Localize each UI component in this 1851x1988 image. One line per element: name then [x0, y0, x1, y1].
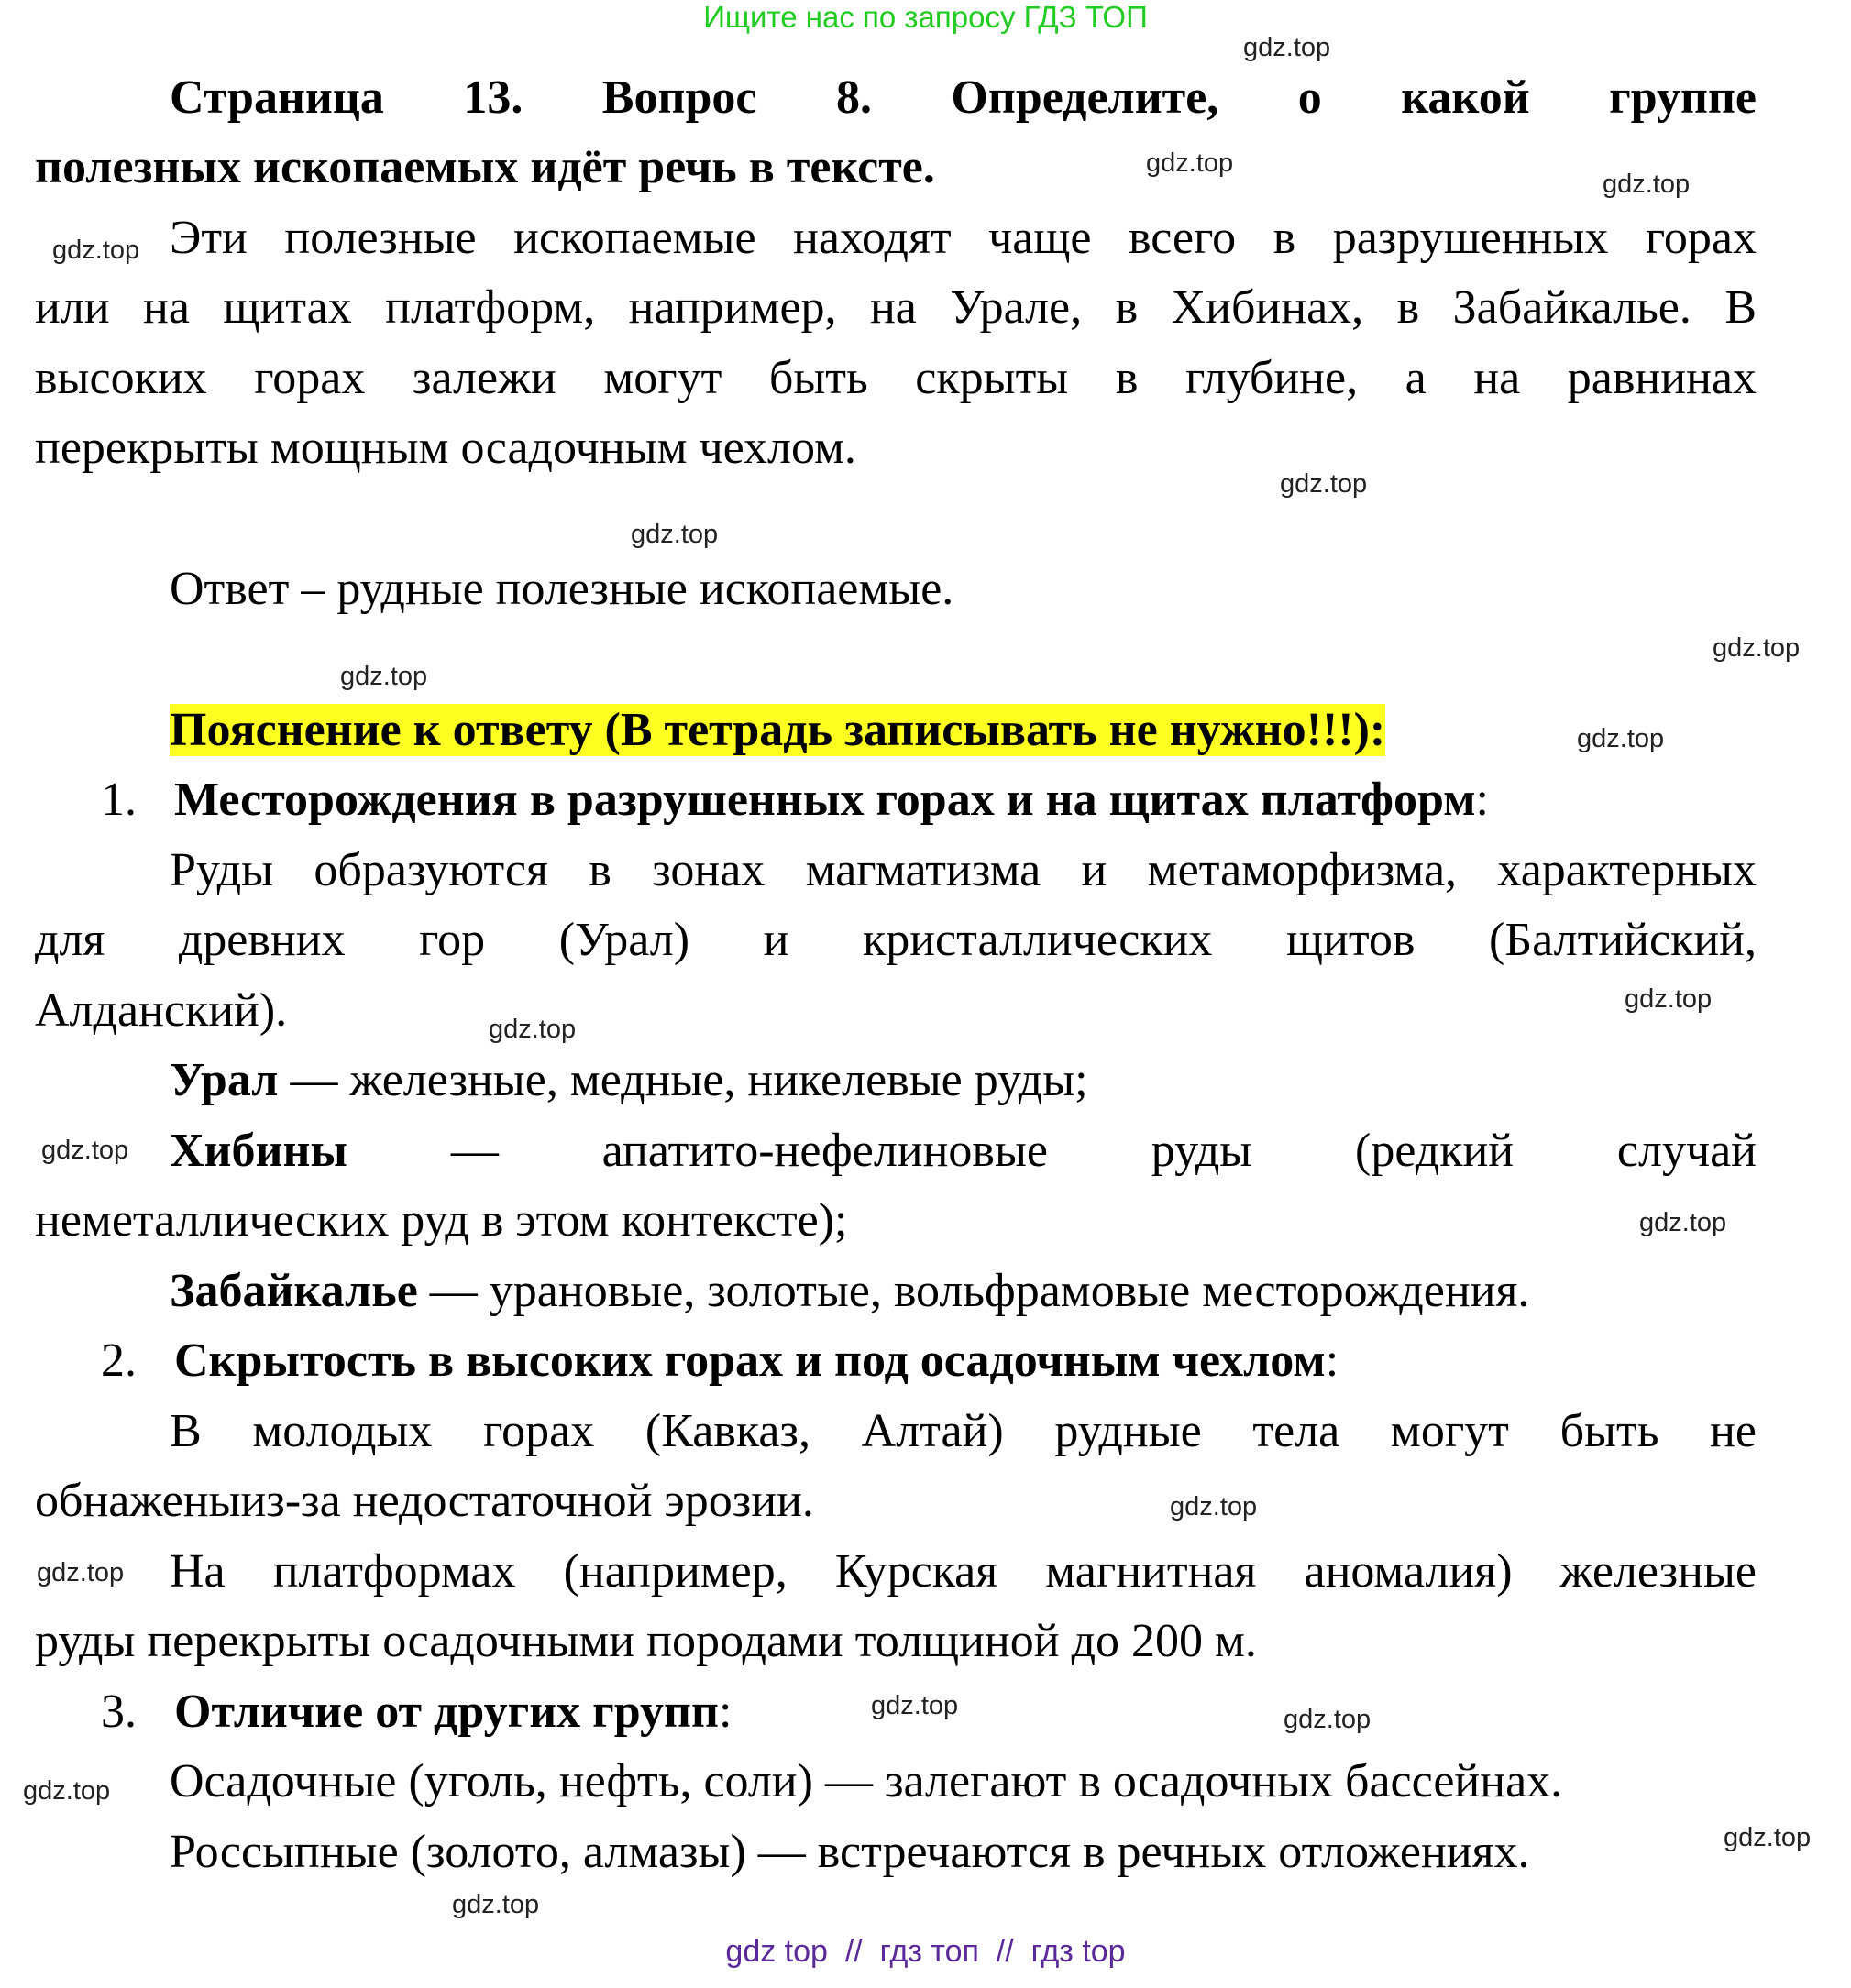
colon: :: [1475, 774, 1489, 826]
text-line: перекрыты мощным осадочным чехлом.: [35, 422, 856, 474]
region-text: — железные, медные, никелевые руды;: [278, 1054, 1088, 1106]
text-line: Россыпные (золото, алмазы) — встречаются в речных отложениях.: [170, 1826, 1530, 1878]
explanation-heading-text: Пояснение к ответу (В тетрадь записывать не нужно!!!):: [170, 704, 1386, 756]
region-name: Урал: [170, 1054, 279, 1106]
text-line: Эти полезные ископаемые находят чаще всего в разрушенных горах: [170, 212, 1757, 264]
text-line: или на щитах платформ, например, на Урале, в Хибинах, в Забайкалье. В: [35, 281, 1757, 334]
text-line: высоких горах залежи могут быть скрыты в глубине, а на равнинах: [35, 352, 1757, 404]
region-name: Хибины: [170, 1125, 348, 1177]
section-heading: [174, 1677, 732, 1747]
watermark: gdz.top: [1603, 170, 1691, 199]
watermark: gdz.top: [1724, 1823, 1812, 1852]
text-line: обнаженыиз-за недостаточной эрозии.: [35, 1475, 814, 1527]
watermark: gdz.top: [452, 1890, 540, 1919]
watermark: gdz.top: [340, 662, 428, 691]
watermark: gdz.top: [23, 1776, 111, 1806]
watermark: gdz.top: [1625, 984, 1713, 1014]
section-heading-text: Месторождения в разрушенных горах и на щитах платформ: [174, 774, 1476, 826]
watermark: gdz.top: [1284, 1705, 1372, 1734]
watermark: gdz.top: [489, 1015, 577, 1044]
colon: :: [1325, 1334, 1339, 1387]
text-line: для древних гор (Урал) и кристаллических щитов (Балтийский,: [35, 914, 1757, 966]
region-line: [170, 1257, 1529, 1326]
section-number: 3.: [101, 1686, 137, 1738]
section-number: 1.: [101, 774, 137, 826]
watermark: gdz.top: [1639, 1208, 1727, 1237]
region-text: — урановые, золотые, вольфрамовые месторождения.: [417, 1265, 1530, 1317]
text-line: руды перекрыты осадочными породами толщиной до 200 м.: [35, 1615, 1257, 1667]
watermark: gdz.top: [41, 1136, 129, 1165]
region-line: [170, 1046, 1088, 1115]
explanation-heading: [170, 696, 1385, 765]
text-line: В молодых горах (Кавказ, Алтай) рудные тела могут быть не: [170, 1405, 1757, 1457]
watermark: gdz.top: [631, 520, 719, 549]
watermark: gdz.top: [871, 1691, 959, 1720]
footer-links: gdz top // гдз топ // гдз top: [725, 1934, 1126, 1969]
section-heading: [174, 1326, 1339, 1396]
section-heading: [174, 765, 1489, 835]
section-heading-text: Скрытость в высоких горах и под осадочным чехлом: [174, 1334, 1326, 1387]
text-line: Осадочные (уголь, нефть, соли) — залегают в осадочных бассейнах.: [170, 1755, 1563, 1807]
watermark: gdz.top: [1146, 148, 1234, 178]
watermark: gdz.top: [52, 236, 140, 265]
text-line: неметаллических руд в этом контексте);: [35, 1194, 848, 1247]
answer: Ответ – рудные полезные ископаемые.: [170, 563, 954, 615]
section-heading-text: Отличие от других групп: [174, 1686, 719, 1738]
title-line-1: Страница 13. Вопрос 8. Определите, о какой группе: [170, 71, 1757, 124]
section-number: 2.: [101, 1334, 137, 1387]
region-line: [170, 1116, 1757, 1186]
title-line-2: полезных ископаемых идёт речь в тексте.: [35, 141, 935, 193]
region-name: Забайкалье: [170, 1265, 418, 1317]
watermark: gdz.top: [37, 1558, 125, 1587]
text-line: На платформах (например, Курская магнитная аномалия) железные: [170, 1545, 1757, 1598]
watermark: gdz.top: [1243, 33, 1331, 62]
search-banner: Ищите нас по запросу ГДЗ ТОП: [703, 0, 1148, 34]
colon: :: [718, 1686, 733, 1738]
text-line: Алданский).: [35, 984, 288, 1037]
watermark: gdz.top: [1577, 724, 1665, 753]
watermark: gdz.top: [1713, 633, 1801, 663]
region-text: — апатито-нефелиновые руды (редкий случай: [347, 1125, 1757, 1177]
text-line: Руды образуются в зонах магматизма и метаморфизма, характерных: [170, 844, 1757, 896]
watermark: gdz.top: [1170, 1492, 1258, 1521]
watermark: gdz.top: [1280, 469, 1368, 499]
